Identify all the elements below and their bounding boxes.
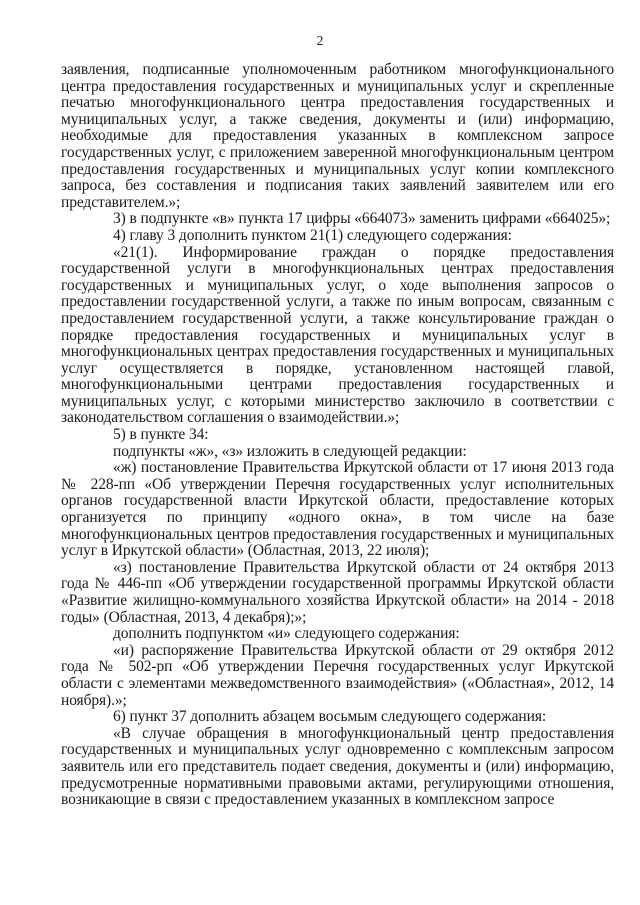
paragraph: 4) главу 3 дополнить пунктом 21(1) следующего содержания: xyxy=(113,226,512,244)
paragraph: подпункты «ж», «з» изложить в следующей редакции: xyxy=(113,442,467,460)
page-number: 2 xyxy=(316,33,324,48)
paragraph: 6) пункт 37 дополнить абзацем восьмым следующего содержания: xyxy=(113,708,547,726)
paragraph: 3) в подпункте «в» пункта 17 цифры «664073» заменить цифрами «664025»; xyxy=(113,210,611,228)
paragraph: заявления, подписанные уполномоченным работником многофункционального центра предоставления государственных и муниципальных услуг и скрепленные печатью многофункционального центра предоставления государственных и муниципальных услуг, а также сведения, документы и (или) информацию, необходимые для предоставления указанных в комплексном запросе государственных услуг, с приложением заверенной многофункциональным центром предоставления государственных и муниципальных услуг копии комплексного запроса, без составления и подписания таких заявлений заявителем или его представителем.»; xyxy=(61,61,614,211)
paragraph: «и) распоряжение Правительства Иркутской области от 29 октября 2012 года № 502-рп «Об утверждении Перечня государственных услуг Иркутской области с элементами межведомственного взаимодействия» («Областная», 2012, 14 ноября).»; xyxy=(61,641,614,709)
paragraph: «ж) постановление Правительства Иркутской области от 17 июня 2013 года № 228-пп «Об утверждении Перечня государственных услуг исполнительных органов государственной власти Иркутской области, предоставление которых организуется по принципу «одного окна», в том числе на базе многофункциональных центров предоставления государственных и муниципальных услуг в Иркутской области» (Областная, 2013, 22 июля); xyxy=(61,459,614,560)
document-body xyxy=(61,62,614,809)
paragraph: дополнить подпунктом «и» следующего содержания: xyxy=(113,625,460,643)
paragraph: «21(1). Информирование граждан о порядке предоставления государственной услуги в многофункциональных центрах предоставления государственных и муниципальных услуг, о ходе выполнения запросов о предоставлении государственной услуги, а также по иным вопросам, связанным с предоставлением государственной услуги, а также консультирование граждан о порядке предоставления государственных и муниципальных услуг в многофункциональных центрах предоставления государственных и муниципальных услуг осуществляется в порядке, установленном настоящей главой, многофункциональными центрами предоставления государственных и муниципальных услуг, с которыми министерство заключило в соответствии с законодательством соглашения о взаимодействии.»; xyxy=(61,243,614,427)
paragraph: «В случае обращения в многофункциональный центр предоставления государственных и муниципальных услуг одновременно с комплексным запросом заявитель или его представитель подает сведения, документы и (или) информацию, предусмотренные нормативными правовыми актами, регулирующими отношения, возникающие в связи с предоставлением указанных в комплексном запросе xyxy=(61,724,614,809)
paragraph: 5) в пункте 34: xyxy=(113,426,209,444)
paragraph: «з) постановление Правительства Иркутской области от 24 октября 2013 года № 446-пп «Об утверждении государственной программы Иркутской области «Развитие жилищно-коммунального хозяйства Иркутской области» на 2014 - 2018 годы» (Областная, 2013, 4 декабря);»; xyxy=(61,558,614,626)
